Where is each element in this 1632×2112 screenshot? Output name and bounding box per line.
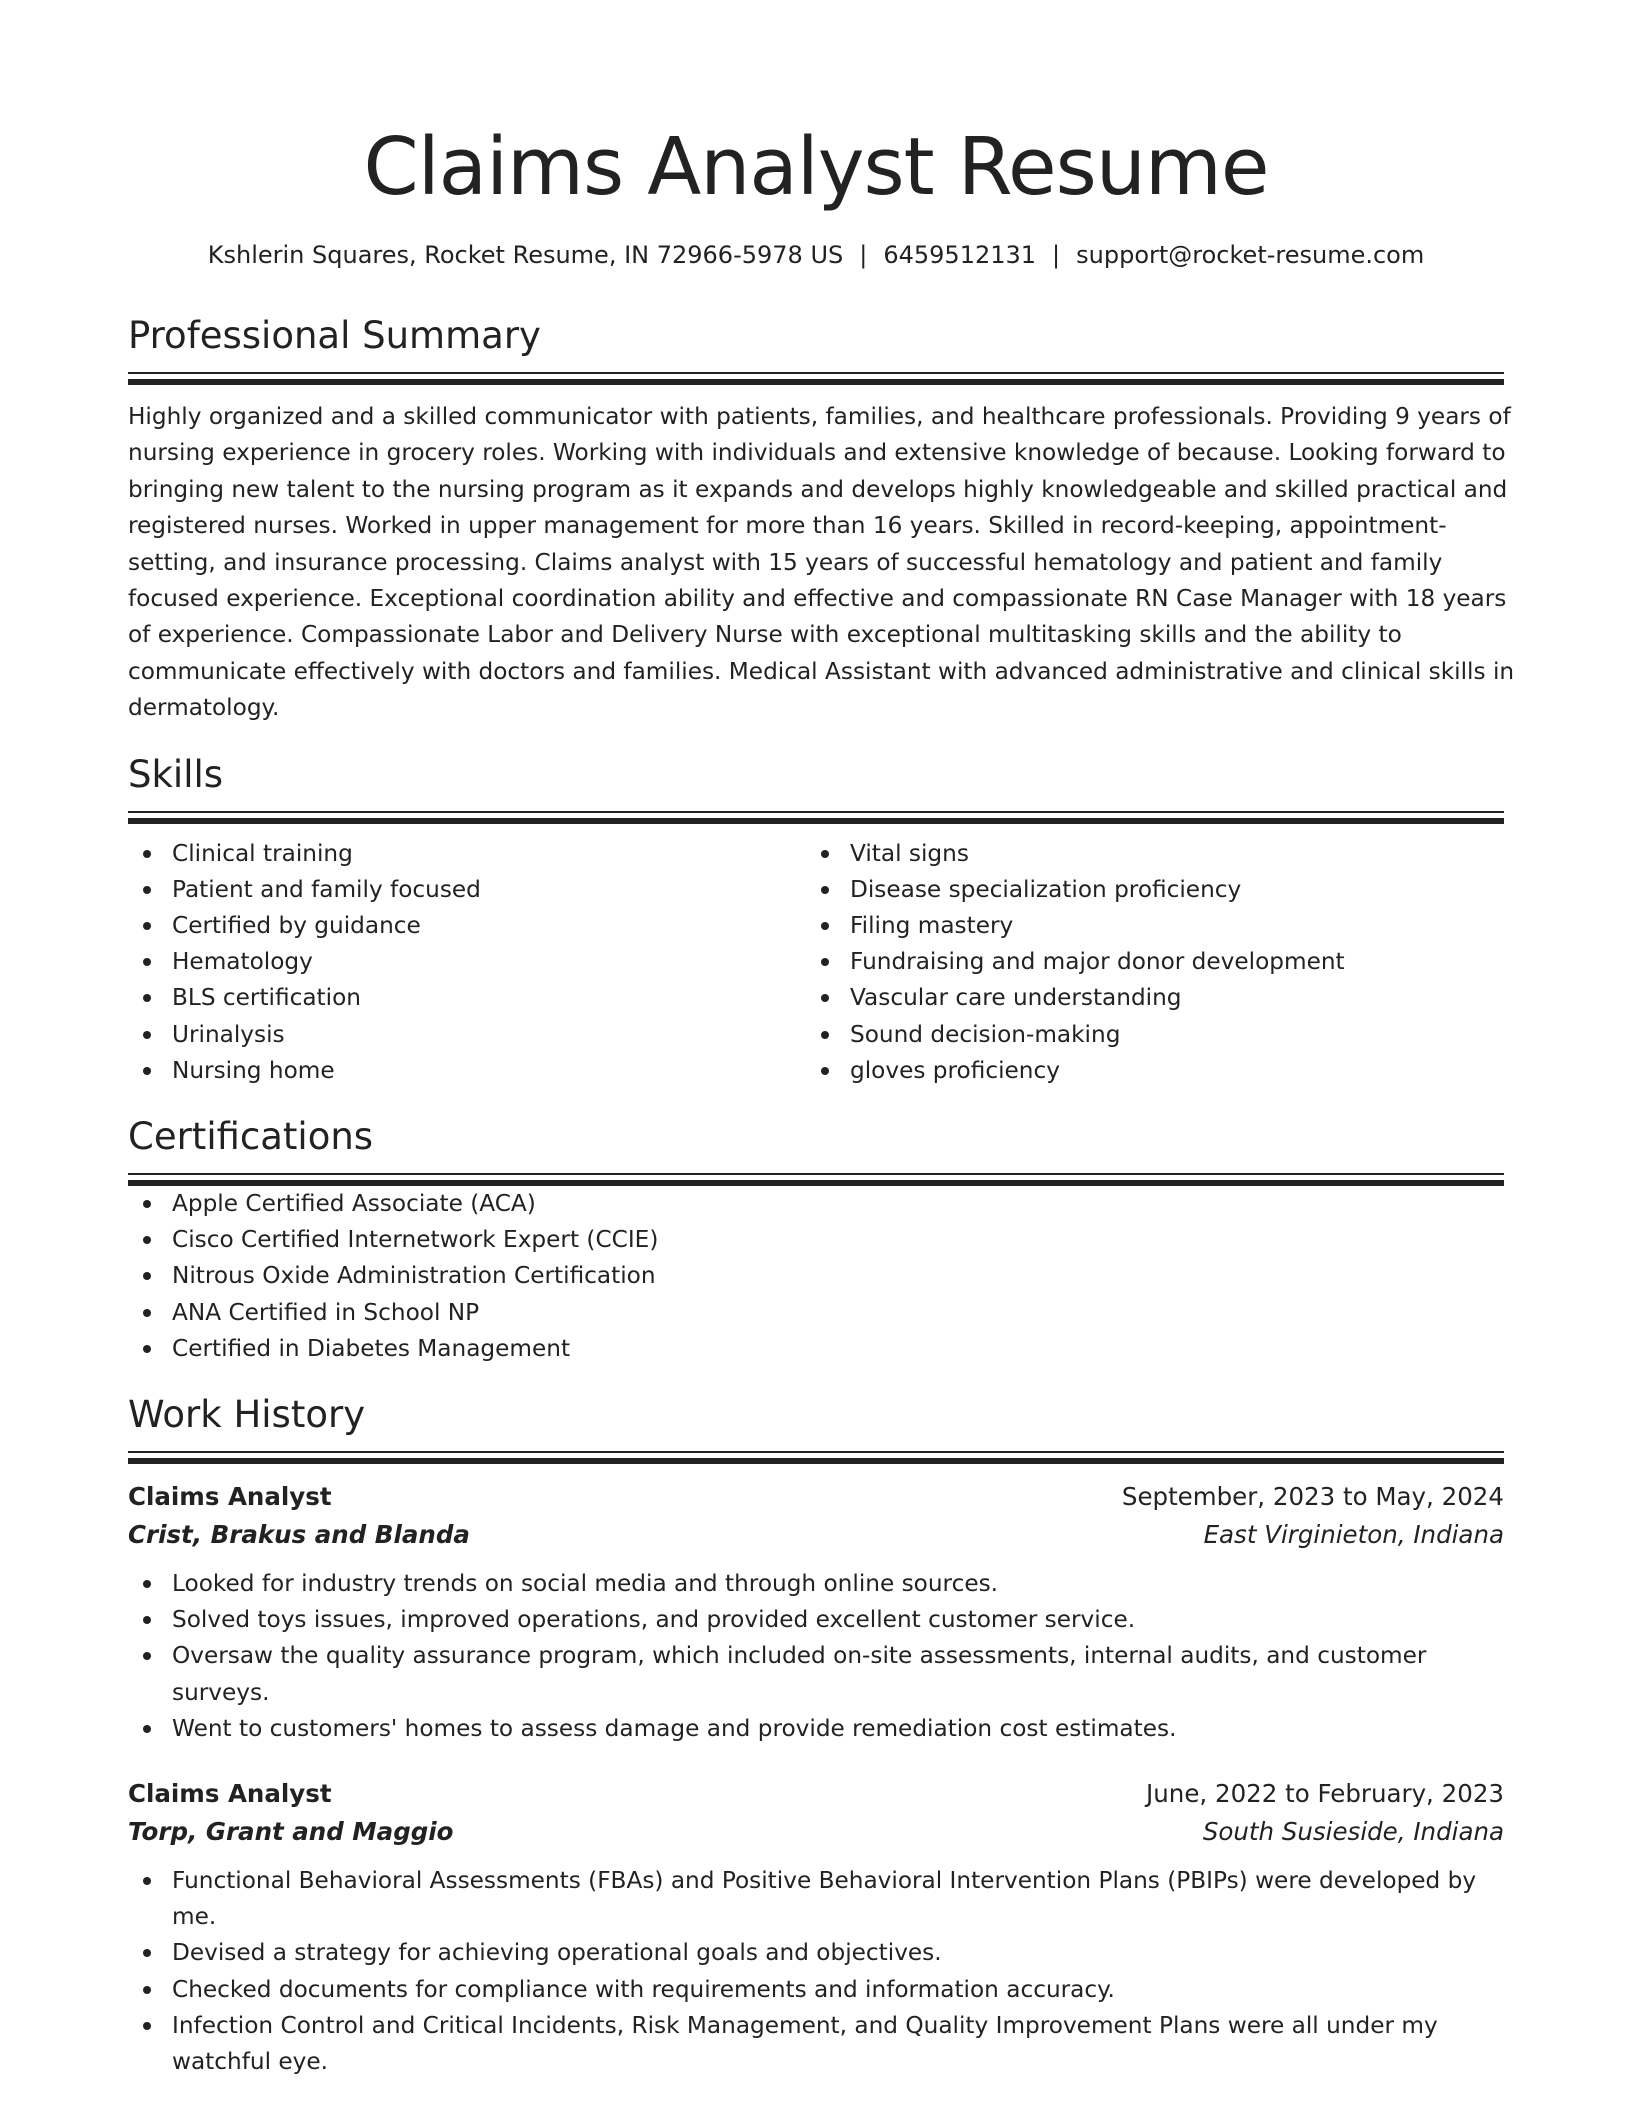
- skill-item: Sound decision-making: [806, 1017, 1484, 1053]
- job-title: Claims Analyst: [128, 1481, 332, 1511]
- skill-item: Vital signs: [806, 836, 1484, 872]
- job-bullet-line: Looked for industry trends on social media and through online sources.: [172, 1569, 999, 1597]
- section-divider: [128, 1173, 1504, 1186]
- contact-phone: 6459512131: [883, 241, 1037, 269]
- skills-section: [128, 749, 1504, 1089]
- job-dates: June, 2022 to February, 2023: [1146, 1778, 1504, 1808]
- job-bullet-line: Infection Control and Critical Incidents, Risk Management, and Quality Improvement Plans were all under my: [172, 2011, 1438, 2039]
- contact-line: [128, 238, 1504, 272]
- contact-separator: |: [1052, 241, 1061, 269]
- skill-item: Urinalysis: [128, 1017, 806, 1053]
- job-bullet: [128, 1935, 1504, 1971]
- skill-item: gloves proficiency: [806, 1053, 1484, 1089]
- contact-separator: |: [859, 241, 868, 269]
- certifications-heading: Certifications: [128, 1114, 374, 1158]
- skill-item: Disease specialization proficiency: [806, 872, 1484, 908]
- skill-item: Vascular care understanding: [806, 980, 1484, 1016]
- certification-item: ANA Certified in School NP: [128, 1295, 1504, 1331]
- skill-item: Fundraising and major donor development: [806, 944, 1484, 980]
- job-bullet: [128, 1863, 1504, 1935]
- job-company-row: [128, 1516, 1504, 1554]
- job-company: Crist, Brakus and Blanda: [128, 1519, 470, 1549]
- job-bullet-line: Solved toys issues, improved operations, and provided excellent customer service.: [172, 1606, 1136, 1634]
- skill-item: BLS certification: [128, 980, 806, 1016]
- skills-columns: [128, 836, 1504, 1089]
- summary-line: bringing new talent to the nursing program as it expands and develops highly knowledgeable and skilled practical and: [128, 475, 1508, 503]
- job-company-row: [128, 1813, 1504, 1851]
- certification-item: Apple Certified Associate (ACA): [128, 1186, 1504, 1222]
- summary-line: setting, and insurance processing. Claims analyst with 15 years of successful hematology and patient and family: [128, 548, 1443, 576]
- job-bullet: [128, 1972, 1504, 2008]
- skill-item: Nursing home: [128, 1053, 806, 1089]
- job-bullet: [128, 1602, 1504, 1638]
- work-history-section: [128, 1389, 1504, 2080]
- certification-item: Cisco Certified Internetwork Expert (CCIE): [128, 1222, 1504, 1258]
- contact-address: Kshlerin Squares, Rocket Resume, IN 72966-5978 US: [207, 241, 844, 269]
- skills-heading: Skills: [128, 752, 224, 796]
- skills-list-right: [806, 836, 1484, 1089]
- job-bullet-line: Functional Behavioral Assessments (FBAs) and Positive Behavioral Intervention Plans (PBIPs) were developed by: [172, 1866, 1477, 1894]
- job-bullet: [128, 1711, 1504, 1747]
- summary-line: nursing experience in grocery roles. Working with individuals and extensive knowledge of because. Looking forward to: [128, 439, 1506, 467]
- job-header-row: [128, 1775, 1504, 1813]
- certification-item: Nitrous Oxide Administration Certification: [128, 1258, 1504, 1294]
- summary-heading: Professional Summary: [128, 314, 541, 357]
- certifications-section: [128, 1111, 1504, 1367]
- job-location: South Susieside, Indiana: [1202, 1816, 1504, 1846]
- summary-section: [128, 310, 1515, 727]
- summary-line: of experience. Compassionate Labor and Delivery Nurse with exceptional multitasking skills and the ability to: [128, 621, 1402, 649]
- summary-line: registered nurses. Worked in upper management for more than 16 years. Skilled in record-keeping, appointment-: [128, 512, 1447, 540]
- job-bullet-line: Devised a strategy for achieving operational goals and objectives.: [172, 1939, 942, 1967]
- job-dates: September, 2023 to May, 2024: [1121, 1481, 1504, 1511]
- skill-item: Patient and family focused: [128, 872, 806, 908]
- job-bullet-line: Went to customers' homes to assess damage and provide remediation cost estimates.: [172, 1714, 1177, 1742]
- skill-item: Hematology: [128, 944, 806, 980]
- summary-line: communicate effectively with doctors and families. Medical Assistant with advanced administrative and clinical skills in: [128, 657, 1515, 685]
- skill-item: Clinical training: [128, 836, 806, 872]
- job-bullet-line: surveys.: [172, 1678, 270, 1706]
- job-location: East Virginieton, Indiana: [1203, 1519, 1504, 1549]
- certification-item: Certified in Diabetes Management: [128, 1331, 1504, 1367]
- job-bullet-line: Oversaw the quality assurance program, which included on-site assessments, internal audits, and customer: [172, 1642, 1427, 1670]
- job-bullet-list: [128, 1566, 1504, 1747]
- contact-email: support@rocket-resume.com: [1076, 241, 1425, 269]
- job-title: Claims Analyst: [128, 1778, 332, 1808]
- job-bullet-line: me.: [172, 1903, 217, 1931]
- job-bullet-line: watchful eye.: [172, 2047, 329, 2075]
- job-entry: [128, 1478, 1504, 1747]
- job-bullet: [128, 1638, 1504, 1710]
- summary-line: Highly organized and a skilled communicator with patients, families, and healthcare professionals. Providing 9 years of: [128, 403, 1511, 430]
- job-bullet-line: Checked documents for compliance with requirements and information accuracy.: [172, 1975, 1115, 2003]
- job-bullet: [128, 1566, 1504, 1602]
- skill-item: Filing mastery: [806, 908, 1484, 944]
- summary-line: focused experience. Exceptional coordination ability and effective and compassionate RN Case Manager with 18 years: [128, 584, 1507, 612]
- section-divider: [128, 811, 1504, 824]
- skills-list-left: [128, 836, 806, 1089]
- job-company: Torp, Grant and Maggio: [128, 1816, 454, 1846]
- job-bullet: [128, 2008, 1504, 2080]
- job-bullet-list: [128, 1863, 1504, 2080]
- summary-text: [128, 399, 1515, 727]
- summary-line: dermatology.: [128, 694, 280, 722]
- section-divider: [128, 372, 1504, 385]
- section-divider: [128, 1451, 1504, 1464]
- resume-page: [128, 112, 1515, 2080]
- certifications-list: [128, 1186, 1504, 1367]
- job-entry: [128, 1775, 1504, 2080]
- job-header-row: [128, 1478, 1504, 1516]
- skill-item: Certified by guidance: [128, 908, 806, 944]
- resume-title: Claims Analyst Resume: [363, 121, 1269, 213]
- work-history-heading: Work History: [128, 1392, 366, 1436]
